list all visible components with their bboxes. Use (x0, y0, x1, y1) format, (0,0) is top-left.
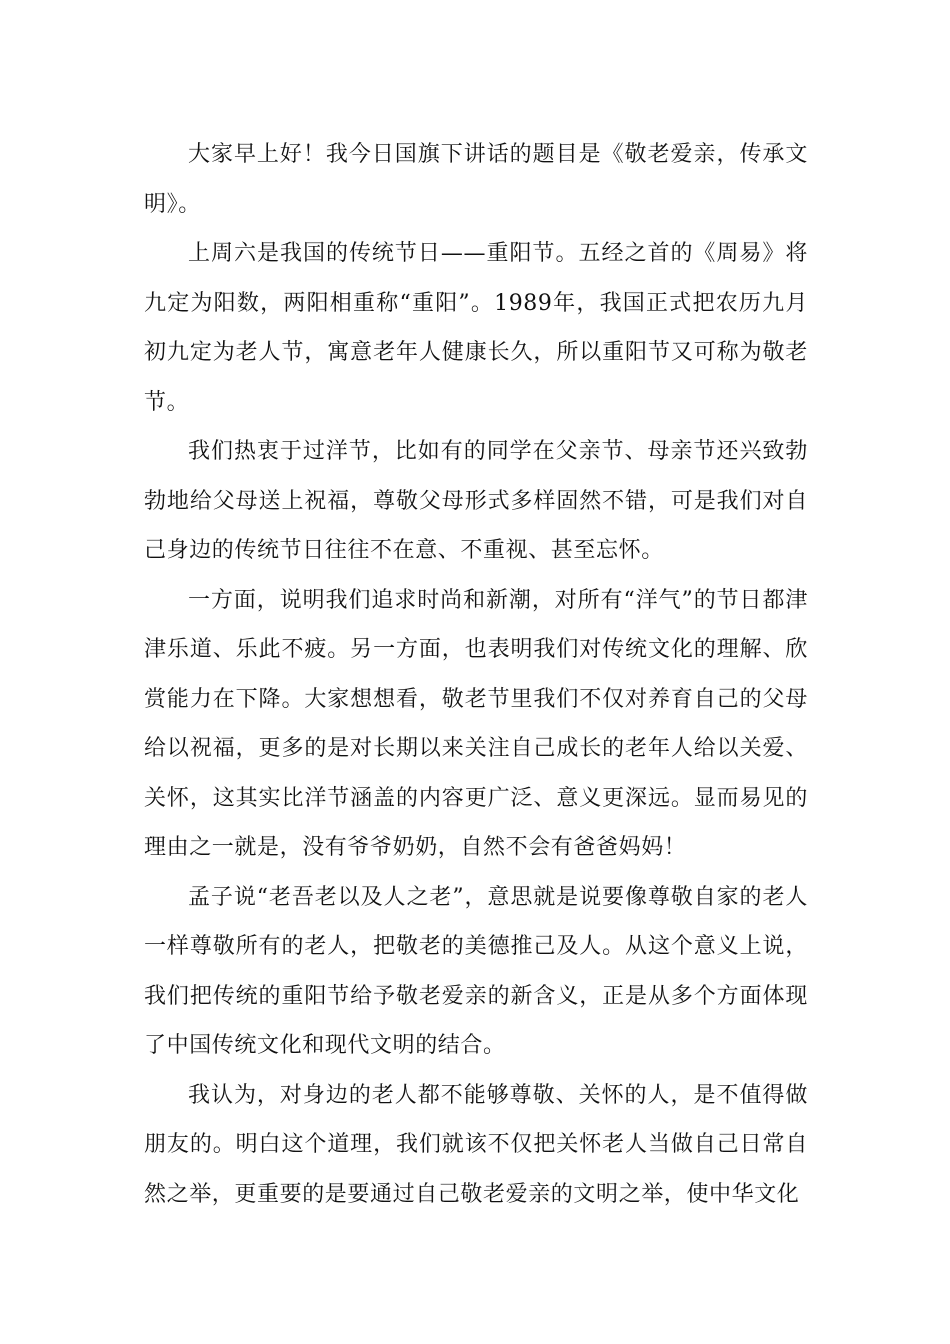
paragraph-tradition: 一方面，说明我们追求时尚和新潮，对所有“洋气”的节日都津津乐道、乐此不疲。另一方面，也表明我们对传统文化的理解、欣赏能力在下降。大家想想看，敬老节里我们不仅对养育自己的父母给以祝福，更多的是对长期以来关注自己成长的老年人给以关爱、关怀，这其实比洋节涵盖的内容更广泛、意义更深远。显而易见的理由之一就是，没有爷爷奶奶，自然不会有爸爸妈妈！ (144, 587, 808, 860)
paragraph-mencius: 孟子说“老吾老以及人之老”，意思就是说要像尊敬自家的老人一样尊敬所有的老人，把敬老的美德推己及人。从这个意义上说，我们把传统的重阳节给予敬老爱亲的新含义，正是从多个方面体现了中国传统文化和现代文明的结合。 (144, 884, 808, 1058)
paragraph-respect-elders: 我认为，对身边的老人都不能够尊敬、关怀的人，是不值得做朋友的。明白这个道理，我们就该不仅把关怀老人当做自己日常自然之举，更重要的是要通过自己敬老爱亲的文明之举，使中华文化 (144, 1082, 808, 1207)
paragraph-greeting: 大家早上好！我今日国旗下讲话的题目是《敬老爱亲，传承文明》。 (144, 142, 808, 217)
paragraph-chongyang: 上周六是我国的传统节日——重阳节。五经之首的《周易》将九定为阳数，两阳相重称“重阳”。1989年，我国正式把农历九月初九定为老人节，寓意老年人健康长久，所以重阳节又可称为敬老节。 (144, 241, 808, 415)
paragraph-foreign-festivals: 我们热衷于过洋节，比如有的同学在父亲节、母亲节还兴致勃勃地给父母送上祝福，尊敬父母形式多样固然不错，可是我们对自己身边的传统节日往往不在意、不重视、甚至忘怀。 (144, 439, 808, 563)
speech-body (144, 130, 808, 1219)
